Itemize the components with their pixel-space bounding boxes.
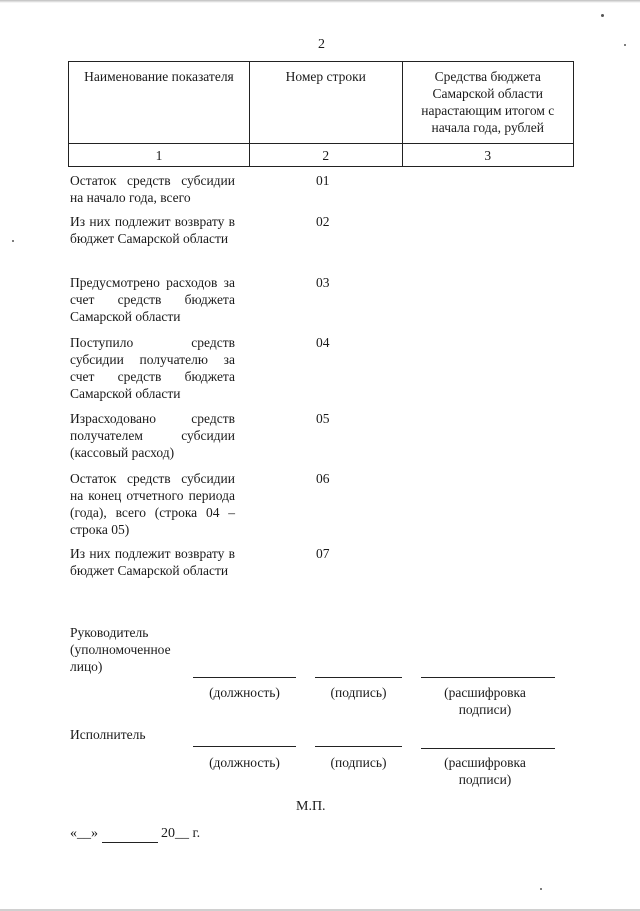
head-signature-line	[315, 677, 402, 678]
row-05-number: 05	[316, 411, 330, 426]
stamp-placeholder: М.П.	[296, 799, 326, 814]
row-02-number: 02	[316, 214, 330, 229]
date-open-quote: «	[70, 826, 77, 841]
table-column-number-row	[69, 144, 574, 167]
head-decoding-line	[421, 677, 555, 678]
column-header-indicator: Наименование показателя	[69, 62, 250, 144]
column-header-budget-funds: Средства бюджета Самарской области нарастающим итогом с начала года, рублей	[402, 62, 573, 144]
head-signature-caption: (подпись)	[330, 685, 387, 700]
page-number: 2	[318, 37, 325, 52]
row-02-label: Из них подлежит возврату в бюджет Самарской области	[70, 214, 235, 246]
scan-speck	[540, 888, 542, 890]
column-header-row-number: Номер строки	[249, 62, 402, 144]
executor-label: Исполнитель	[70, 727, 146, 742]
column-number-1: 1	[69, 144, 250, 167]
row-01-label: Остаток средств субсидии на начало года, всего	[70, 173, 235, 205]
scan-speck	[601, 14, 604, 17]
date-year-blank: __	[175, 826, 189, 841]
row-05-label: Израсходовано средств получателем субсидии (кассовый расход)	[70, 411, 235, 460]
head-position-line	[193, 677, 296, 678]
executor-decoding-line	[421, 748, 555, 749]
row-07-label: Из них подлежит возврату в бюджет Самарской области	[70, 546, 235, 578]
row-06-label: Остаток средств субсидии на конец отчетного периода (года), всего (строка 04 – строка 05)	[70, 471, 235, 537]
head-position-caption: (должность)	[209, 685, 280, 700]
executor-signature-caption: (подпись)	[330, 755, 387, 770]
executor-decoding-caption: (расшифровка подписи)	[444, 755, 526, 787]
column-number-3: 3	[402, 144, 573, 167]
date-day-blank: __	[77, 826, 91, 841]
date-line	[70, 826, 200, 843]
head-decoding-caption: (расшифровка подписи)	[444, 685, 526, 717]
date-close-quote: »	[91, 826, 98, 841]
row-04-number: 04	[316, 335, 330, 350]
executor-signature-line	[315, 746, 402, 747]
scan-speck	[624, 44, 626, 46]
row-03-label: Предусмотрено расходов за счет средств бюджета Самарской области	[70, 275, 235, 324]
row-07-number: 07	[316, 546, 330, 561]
row-06-number: 06	[316, 471, 330, 486]
row-01-number: 01	[316, 173, 330, 188]
scan-edge-top	[0, 0, 640, 3]
row-03-number: 03	[316, 275, 330, 290]
scan-speck	[12, 240, 14, 242]
column-number-2: 2	[249, 144, 402, 167]
date-year-prefix: 20	[161, 826, 175, 841]
date-month-blank	[102, 826, 158, 843]
executor-position-line	[193, 746, 296, 747]
table-header-row	[69, 62, 574, 144]
head-signatory-label: Руководитель (уполномоченное лицо)	[70, 625, 171, 674]
row-04-label: Поступило средств субсидии получателю за счет средств бюджета Самарской области	[70, 335, 235, 401]
date-year-suffix: г.	[189, 826, 201, 841]
executor-position-caption: (должность)	[209, 755, 280, 770]
indicator-table-header	[68, 61, 574, 167]
